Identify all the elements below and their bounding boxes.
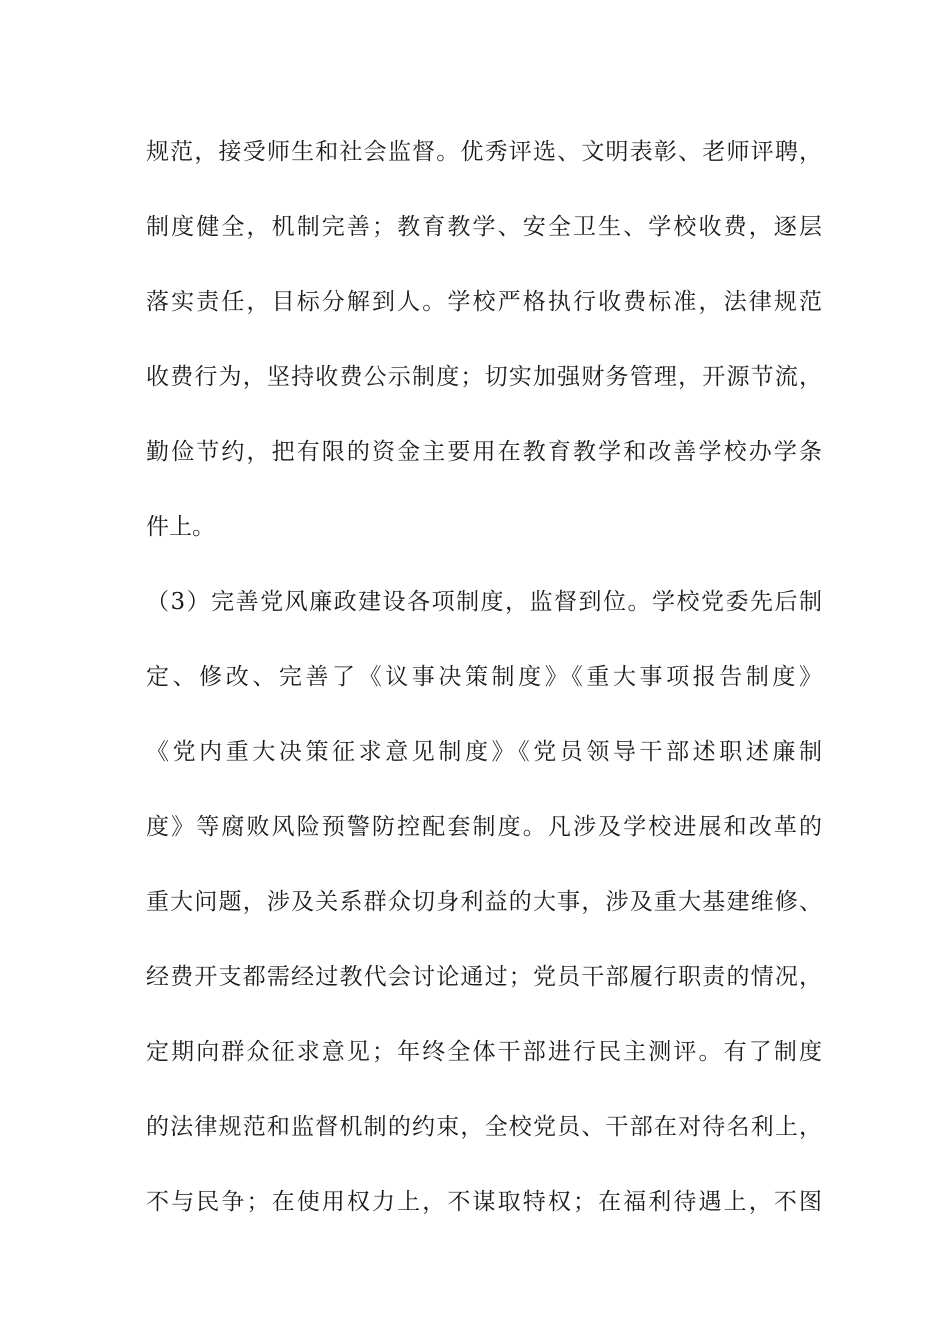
paragraph-line: 重大问题，涉及关系群众切身利益的大事，涉及重大基建维修、 <box>146 889 822 915</box>
paragraph-line: 度》等腐败风险预警防控配套制度。凡涉及学校进展和改革的 <box>146 814 822 840</box>
paragraph-line: 件上。 <box>146 514 215 540</box>
paragraph-line: 定期向群众征求意见；年终全体干部进行民主测评。有了制度 <box>146 1039 822 1065</box>
paragraph-line: 定、修改、完善了《议事决策制度》《重大事项报告制度》 <box>146 664 822 690</box>
paragraph-line: 《党内重大决策征求意见制度》《党员领导干部述职述廉制 <box>146 739 822 765</box>
paragraph-line: 不与民争；在使用权力上，不谋取特权；在福利待遇上，不图 <box>146 1189 822 1215</box>
paragraph-line: 勤俭节约，把有限的资金主要用在教育教学和改善学校办学条 <box>146 439 822 465</box>
paragraph-line: （3）完善党风廉政建设各项制度，监督到位。学校党委先后制 <box>146 589 822 615</box>
paragraph-line: 的法律规范和监督机制的约束，全校党员、干部在对待名利上， <box>146 1114 822 1140</box>
paragraph-line: 收费行为，坚持收费公示制度；切实加强财务管理，开源节流， <box>146 364 822 390</box>
paragraph-line: 制度健全，机制完善；教育教学、安全卫生、学校收费，逐层 <box>146 214 822 240</box>
paragraph-line: 经费开支都需经过教代会讨论通过；党员干部履行职责的情况， <box>146 964 822 990</box>
paragraph-line: 规范，接受师生和社会监督。优秀评选、文明表彰、老师评聘， <box>146 139 822 165</box>
paragraph-line: 落实责任，目标分解到人。学校严格执行收费标准，法律规范 <box>146 289 822 315</box>
